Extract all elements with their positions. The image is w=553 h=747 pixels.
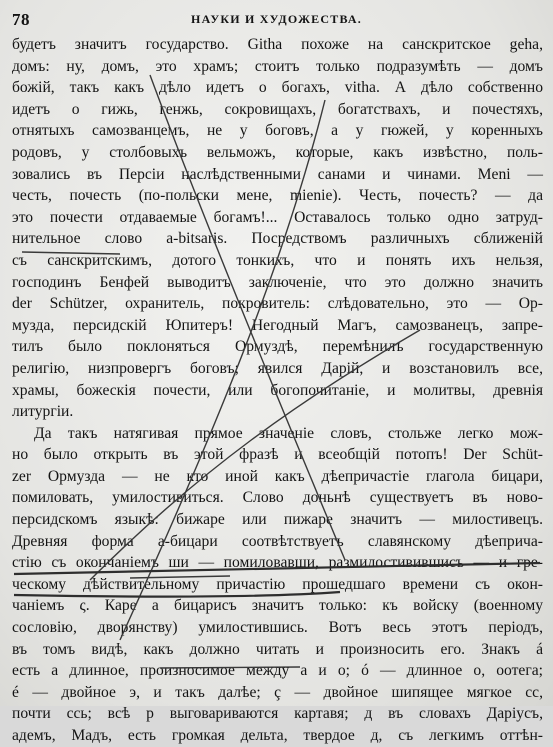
text-line: храмы, божескія почести, или богопочитаніе, и молитвы, древнія: [12, 381, 543, 399]
text-line: есть а длинное, произносимое между а и о; ó — длинное о, оотега;: [12, 662, 543, 680]
text-line: Древняя форма а-бицари соотвѣтствуетъ славянскому дѣеприча-: [12, 532, 543, 550]
text-line: zer Ормузда — не кто иной какъ дѣепричастіе глагола бицари,: [12, 467, 543, 485]
page-number: 78: [12, 10, 30, 29]
text-line: помиловать, умилостивиться. Слово доньнѣ существуетъ въ ново-: [12, 489, 543, 507]
paragraph: [12, 34, 543, 423]
text-line: зовались въ Персіи наслѣдственными санами и чинами. Meni —: [12, 165, 543, 183]
running-head: НАУКИ И ХУДОЖЕСТВА.: [191, 12, 362, 26]
text-line: но было открыть въ этой фразѣ и всеобщій потопъ! Der Schüt-: [12, 446, 543, 464]
text-line: почти ссь; всѣ р выговариваются картавя; д въ словахъ Даріусъ,: [12, 705, 543, 723]
text-line: стію съ окончаніемъ ши — помиловавши, размилостивившисъ — и гре-: [12, 554, 543, 572]
text-line: это почести отдаваемые богамъ!... Оставалось только одно затруд-: [12, 208, 543, 226]
paragraph: [12, 423, 543, 747]
text-line: der Schützer, охранитель, покровитель: слѣдовательно, это — Ор-: [12, 295, 543, 313]
text-line: родовъ, у столбовыхъ вельможъ, которые, какъ извѣстно, поль-: [12, 143, 543, 161]
text-line: литургіи.: [12, 403, 74, 421]
text-line: съ санскритскимъ, дотого тонкихъ, что и понять ихъ нельзя,: [12, 251, 543, 269]
text-line: отнятыхъ самозванцемъ, не у боговъ, а у гюжей, у коренныхъ: [12, 122, 543, 140]
text-line: честь, почесть (по-польски мене, mienie). Честь, почесть? — да: [12, 187, 543, 205]
text-line: религію, низпровергъ боговъ; явился Дарій, и возстановилъ все,: [12, 359, 543, 377]
text-line: персидскомъ языкѣ: бижаре или пижаре значитъ — милостивецъ.: [12, 511, 543, 529]
text-line: тилъ было поклоняться Ормуздѣ, перемѣнилъ государственную: [12, 338, 543, 356]
text-line: идетъ о гижь, генжь, сокровищахъ, богатствахъ, и почестяхъ,: [12, 100, 543, 118]
text-line: господинъ Бенфей выводитъ заключеніе, что это должно значить: [12, 273, 543, 291]
text-line: будетъ значитъ государство. Githa похоже на санскритское geha,: [12, 36, 543, 53]
text-line: божій, такъ какъ дѣло идетъ о богахъ, vitha. А дѣло собственно: [12, 79, 543, 97]
text-line: ческому дѣйствительному причастію прошедшаго времени съ окон-: [12, 575, 543, 593]
text-line: въ томъ видѣ, какъ должно читать и произносить его. Знакъ á: [12, 640, 543, 658]
body-text: [12, 34, 543, 747]
text-line: é — двойное э, и такъ далѣе; ç — двойное шипящее мягкое сс,: [12, 683, 543, 701]
text-line: сословію, дворянству) умилостившись. Вотъ весь этотъ періодъ,: [12, 619, 543, 637]
text-line: чаніемъ ς. Каре а бицарисъ значитъ только: къ войску (военному: [12, 597, 543, 615]
page-header: [10, 10, 543, 32]
text-line: музда, персидскій Юпитеръ! Негодный Магъ, самозванецъ, запре-: [12, 316, 543, 334]
text-line: нительное слово a-bitsaris. Посредствомъ различныхъ сближеній: [12, 230, 543, 248]
text-line: домъ: ну, домъ, это храмъ; стоитъ только подразумѣть — домъ: [12, 57, 543, 75]
text-line: адемъ, Мадъ, есть громкая дельта, твердое д, съ легкимъ оттѣн-: [12, 727, 543, 744]
text-line: Да такъ натягивая прямое значеніе словъ, стольже легко мож-: [34, 424, 543, 442]
